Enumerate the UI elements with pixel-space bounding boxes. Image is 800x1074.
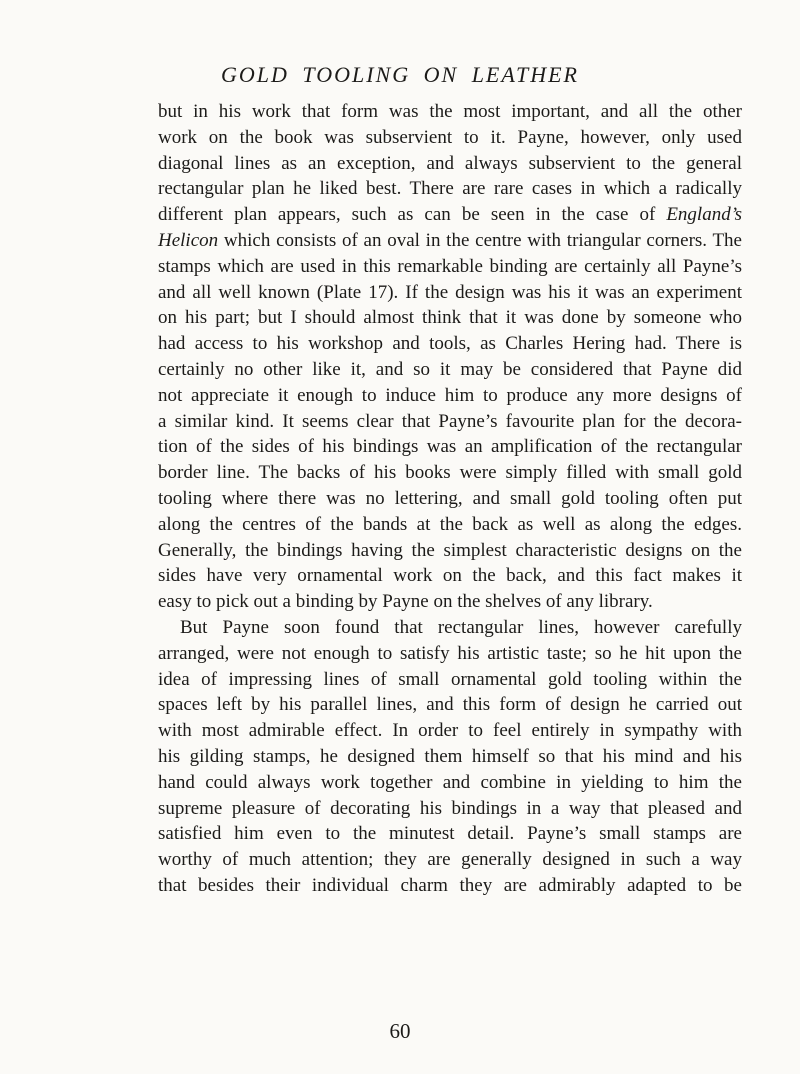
text-run: satisfied him even to the minutest detail. Payne’s small stamps are [158,823,742,845]
text-line [158,589,742,615]
text-line [158,615,742,641]
text-line [158,770,742,796]
text-run: which consists of an oval in the centre with triangular corners. The [218,229,742,251]
text-line [158,667,742,693]
text-run: diagonal lines as an exception, and always subservient to the general [158,152,742,174]
text-line [158,151,742,177]
text-line [158,796,742,822]
book-title-italic: Helicon [158,229,219,251]
text-line [158,847,742,873]
text-line [158,125,742,151]
text-run: certainly no other like it, and so it may be considered that Payne did [158,358,742,380]
text-run: different plan appears, such as can be seen in the case of [158,204,667,226]
text-line [158,383,742,409]
text-run: But Payne soon found that rectangular lines, however carefully [180,616,742,638]
text-run: on his part; but I should almost think that it was done by someone who [158,307,742,329]
text-run: border line. The backs of his books were simply filled with small gold [158,462,742,484]
text-line [158,409,742,435]
text-line [158,512,742,538]
text-line [158,821,742,847]
text-run: worthy of much attention; they are generally designed in such a way [158,849,742,871]
text-line [158,563,742,589]
text-line [158,718,742,744]
text-run: hand could always work together and combine in yielding to him the [158,771,742,793]
text-run: his gilding stamps, he designed them himself so that his mind and his [158,745,742,767]
text-line [158,357,742,383]
text-line [158,305,742,331]
page-number: 60 [389,1019,411,1043]
text-run: that besides their individual charm they are admirably adapted to be [158,874,742,896]
text-run: idea of impressing lines of small ornamental gold tooling within the [158,668,742,690]
text-run: arranged, were not enough to satisfy his artistic taste; so he hit upon the [158,642,742,664]
book-title-italic: England’s [666,204,742,226]
text-line [158,641,742,667]
text-line [158,202,742,228]
text-run: sides have very ornamental work on the back, and this fact makes it [158,565,742,587]
text-line [158,434,742,460]
text-run: easy to pick out a binding by Payne on the shelves of any library. [158,591,653,613]
text-line [158,254,742,280]
text-run: but in his work that form was the most important, and all the other [158,101,742,122]
text-line [158,176,742,202]
text-run: not appreciate it enough to induce him to produce any more designs of [158,384,742,406]
text-line [158,873,742,899]
text-line [158,744,742,770]
text-run: tion of the sides of his bindings was an amplification of the rectangular [158,436,742,458]
text-run: spaces left by his parallel lines, and this form of design he carried out [158,694,742,716]
text-line [158,228,742,254]
body-text [158,99,742,899]
text-run: supreme pleasure of decorating his bindings in a way that pleased and [158,797,742,819]
running-head: GOLD TOOLING ON LEATHER [221,62,579,87]
text-line [158,692,742,718]
text-run: a similar kind. It seems clear that Payne’s favourite plan for the decora- [158,410,742,432]
text-run: Generally, the bindings having the simplest characteristic designs on the [158,539,742,561]
text-line [158,538,742,564]
text-run: had access to his workshop and tools, as Charles Hering had. There is [158,333,742,355]
text-run: rectangular plan he liked best. There are rare cases in which a radically [158,178,742,200]
text-line [158,331,742,357]
text-run: along the centres of the bands at the back as well as along the edges. [158,513,742,535]
text-run: and all well known (Plate 17). If the design was his it was an experiment [158,281,742,303]
text-run: stamps which are used in this remarkable binding are certainly all Payne’s [158,255,742,277]
text-run: tooling where there was no lettering, and small gold tooling often put [158,487,742,509]
text-line [158,486,742,512]
text-run: work on the book was subservient to it. Payne, however, only used [158,126,742,148]
text-line [158,460,742,486]
text-line [158,99,742,125]
text-line [158,280,742,306]
text-run: with most admirable effect. In order to feel entirely in sympathy with [158,720,742,742]
